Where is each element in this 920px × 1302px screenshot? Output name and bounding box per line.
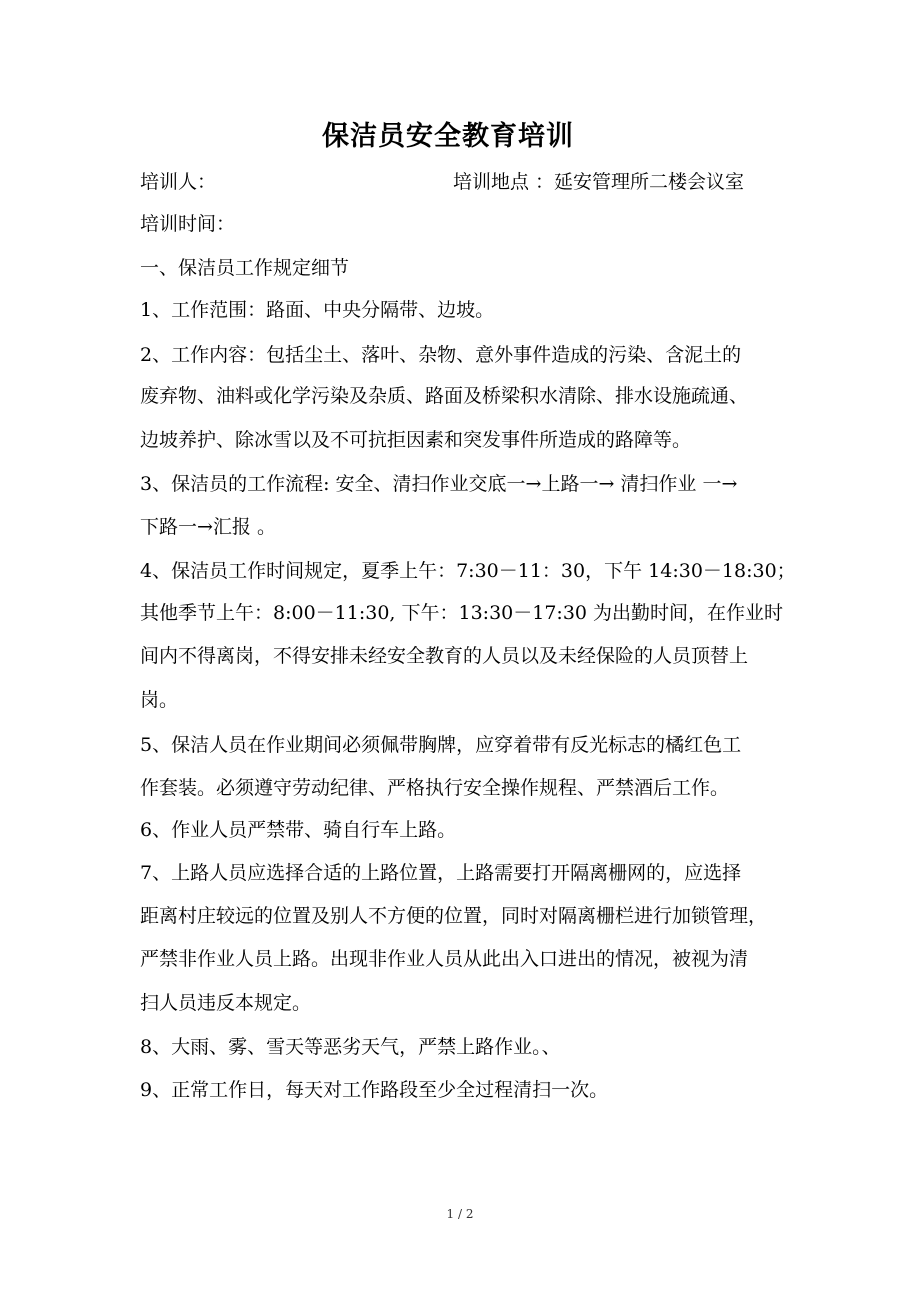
rule-line: 2、工作内容：包括尘土、落叶、杂物、意外事件造成的污染、含泥土的: [140, 344, 742, 366]
rule-line: 5、保洁人员在作业期间必须佩带胸牌，应穿着带有反光标志的橘红色工: [140, 734, 742, 756]
rule-line: 其他季节上午：8:00－11:30, 下午：13:30－17:30 为出勤时间，在作业时: [140, 602, 784, 624]
rule-line: 距离村庄较远的位置及别人不方便的位置，同时对隔离栅栏进行加锁管理，: [140, 905, 768, 927]
rule-line: 9、正常工作日，每天对工作路段至少全过程清扫一次。: [140, 1079, 609, 1101]
training-location: 培训地点 ：延安管理所二楼会议室: [453, 171, 745, 193]
rule-line: 4、保洁员工作时间规定，夏季上午：7:30－11：30，下午 14:30－18:30；: [140, 560, 796, 582]
rule-line: 扫人员违反本规定。: [140, 992, 312, 1014]
rule-line: 岗。: [140, 689, 179, 711]
rule-line: 7、上路人员应选择合适的上路位置，上路需要打开隔离栅网的，应选择: [140, 862, 742, 884]
trainer-label: 培训人：: [140, 171, 217, 193]
rule-line: 间内不得离岗，不得安排未经安全教育的人员以及未经保险的人员顶替上: [140, 645, 749, 667]
training-time-label: 培训时间：: [140, 213, 236, 235]
page-indicator: 1 / 2: [446, 1207, 474, 1221]
section-heading: 一、保洁员工作规定细节: [140, 257, 350, 279]
rule-line: 8、大雨、雾、雪天等恶劣天气，严禁上路作业。、: [140, 1036, 561, 1058]
rule-line: 边坡养护、除冰雪以及不可抗拒因素和突发事件所造成的路障等。: [140, 429, 692, 451]
rule-line: 下路一→汇报 。: [140, 516, 276, 538]
rule-line: 废弃物、油料或化学污染及杂质、路面及桥梁积水清除、排水设施疏通、: [140, 385, 749, 407]
rule-line: 作套装。必须遵守劳动纪律、严格执行安全操作规程、严禁酒后工作。: [140, 777, 730, 799]
rule-line: 1、工作范围：路面、中央分隔带、边坡。: [140, 299, 495, 321]
rule-line: 严禁非作业人员上路。出现非作业人员从此出入口进出的情况，被视为清: [140, 948, 749, 970]
document-title: 保洁员安全教育培训: [322, 121, 574, 152]
rule-line: 3、保洁员的工作流程: 安全、清扫作业交底一→上路一→ 清扫作业 一→: [140, 473, 738, 495]
rule-line: 6、作业人员严禁带、骑自行车上路。: [140, 819, 457, 841]
